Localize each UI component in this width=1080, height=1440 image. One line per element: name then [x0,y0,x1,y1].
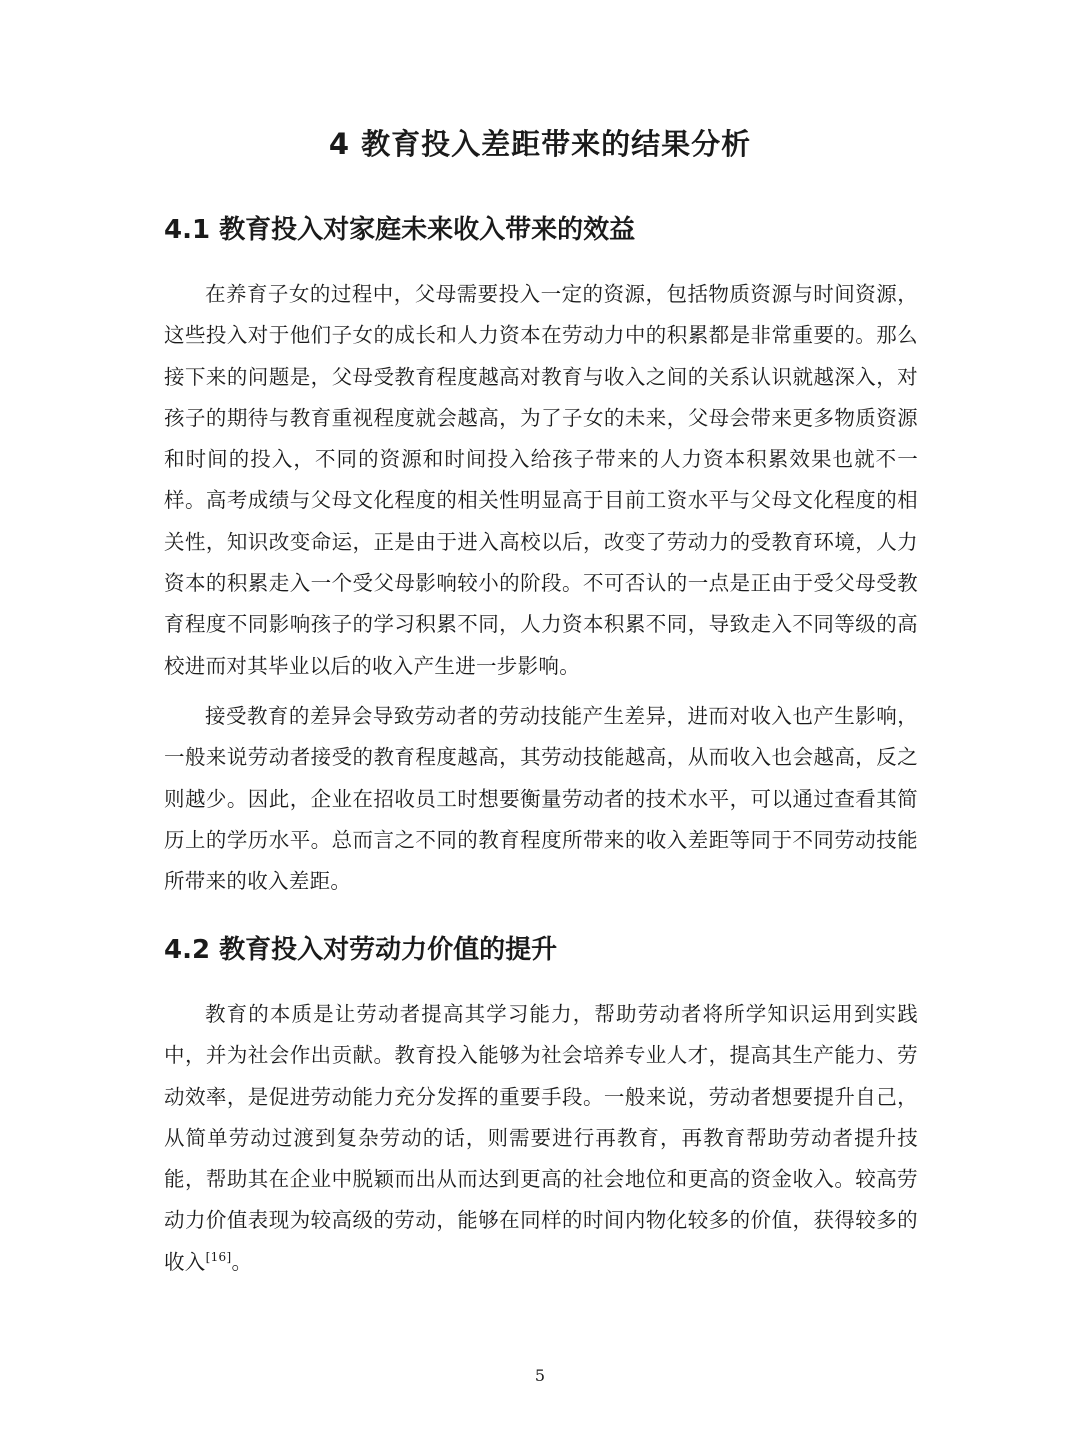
section-title-4-1: 4.1 教育投入对家庭未来收入带来的效益 [164,215,636,245]
chapter-title: 4 教育投入差距带来的结果分析 [328,127,752,161]
paragraph: 接受教育的差异会导致劳动者的劳动技能产生差异，进而对收入也产生影响，一般来说劳动者接受的教育程度越高，其劳动技能越高，从而收入也会越高，反之则越少。因此，企业在招收员工时想要衡量劳动者的技术水平，可以通过查看其简历上的学历水平。总而言之不同的教育程度所带来的收入差距等同于不同劳动技能所带来的收入差距。 [164,704,918,894]
paragraph [164,994,918,1283]
paragraph: 在养育子女的过程中，父母需要投入一定的资源，包括物质资源与时间资源，这些投入对于他们子女的成长和人力资本在劳动力中的积累都是非常重要的。那么接下来的问题是，父母受教育程度越高对教育与收入之间的关系认识就越深入，对孩子的期待与教育重视程度就会越高，为了子女的未来，父母会带来更多物质资源和时间的投入，不同的资源和时间投入给孩子带来的人力资本积累效果也就不一样。高考成绩与父母文化程度的相关性明显高于目前工资水平与父母文化程度的相关性，知识改变命运，正是由于进入高校以后，改变了劳动力的受教育环境，人力资本的积累走入一个受父母影响较小的阶段。不可否认的一点是正由于受父母受教育程度不同影响孩子的学习积累不同，人力资本积累不同，导致走入不同等级的高校进而对其毕业以后的收入产生进一步影响。 [164,282,918,678]
paragraph-end-punctuation: 。 [231,1249,253,1274]
section-title-4-2: 4.2 教育投入对劳动力价值的提升 [164,935,558,965]
citation-reference[interactable]: [16] [205,1249,232,1264]
page-number: 5 [534,1366,546,1385]
paragraph-text: 教育的本质是让劳动者提高其学习能力，帮助劳动者将所学知识运用到实践中，并为社会作出贡献。教育投入能够为社会培养专业人才，提高其生产能力、劳动效率，是促进劳动能力充分发挥的重要手段。一般来说，劳动者想要提升自己，从简单劳动过渡到复杂劳动的话，则需要进行再教育，再教育帮助劳动者提升技能，帮助其在企业中脱颖而出从而达到更高的社会地位和更高的资金收入。较高劳动力价值表现为较高级的劳动，能够在同样的时间内物化较多的价值，获得较多的收入 [164,1002,918,1274]
